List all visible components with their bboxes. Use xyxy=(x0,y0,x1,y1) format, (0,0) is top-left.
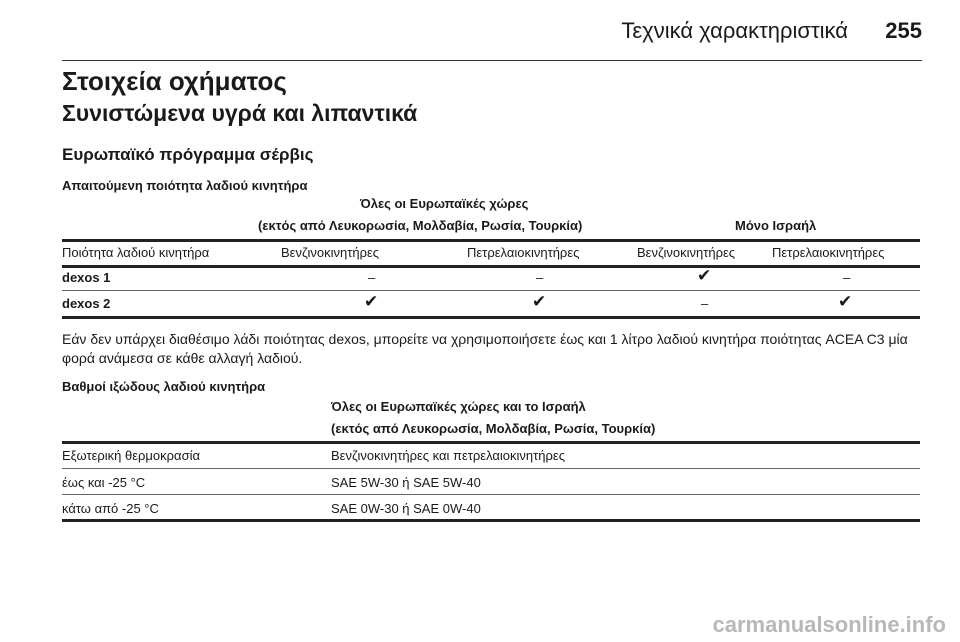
grade-cell: SAE 5W-30 ή SAE 5W-40 xyxy=(331,475,481,490)
table-rule xyxy=(62,239,920,242)
table-rule xyxy=(62,519,920,522)
table-rule xyxy=(62,265,920,268)
dash-mark: – xyxy=(701,296,709,311)
row-label: dexos 2 xyxy=(62,296,111,311)
dexos-note: Εάν δεν υπάρχει διαθέσιμο λάδι ποιότητας dexos, μπορείτε να χρησιμοποιήσετε έως και 1 λίτρο λαδιού κινητήρα ποιότητας ACEA C3 μία φορά ανάμεσα σε κάθε αλλαγή λαδιού. xyxy=(62,331,908,366)
row-label: dexos 1 xyxy=(62,270,111,285)
watermark: carmanualsonline.info xyxy=(712,612,946,637)
table-rule xyxy=(62,441,920,444)
column-header: Πετρελαιοκινητήρες xyxy=(467,245,580,260)
page-header xyxy=(62,14,922,50)
group-all-countries-exceptions: (εκτός από Λευκορωσία, Μολδαβία, Ρωσία, Τουρκία) xyxy=(258,218,583,233)
oil-quality-heading: Απαιτούμενη ποιότητα λαδιού κινητήρα xyxy=(62,178,308,193)
dash-mark: – xyxy=(843,270,851,285)
column-header: Ποιότητα λαδιού κινητήρα xyxy=(62,245,210,260)
column-header: Πετρελαιοκινητήρες xyxy=(772,245,885,260)
table-rule xyxy=(62,494,920,495)
program-title: Ευρωπαϊκό πρόγραμμα σέρβις xyxy=(62,145,314,164)
dash-mark: – xyxy=(368,270,376,285)
header-divider xyxy=(62,60,922,61)
temperature-cell: κάτω από -25 °C xyxy=(62,501,159,516)
group-all-countries-israel: Όλες οι Ευρωπαϊκές χώρες και το Ισραήλ xyxy=(331,399,586,414)
header-title: Τεχνικά χαρακτηριστικά xyxy=(621,18,848,43)
group-exceptions: (εκτός από Λευκορωσία, Μολδαβία, Ρωσία, Τουρκία) xyxy=(331,421,656,436)
table-rule xyxy=(62,290,920,291)
check-icon: ✔ xyxy=(697,266,712,285)
column-header: Βενζινοκινητήρες και πετρελαιοκινητήρες xyxy=(331,448,565,463)
page-number: 255 xyxy=(885,18,922,43)
subsection-title: Συνιστώμενα υγρά και λιπαντικά xyxy=(62,100,418,126)
table-rule xyxy=(62,316,920,319)
column-header: Εξωτερική θερμοκρασία xyxy=(62,448,200,463)
column-header: Βενζινοκινητήρες xyxy=(637,245,736,260)
check-icon: ✔ xyxy=(364,292,379,311)
table-rule xyxy=(62,468,920,469)
group-israel-only: Μόνο Ισραήλ xyxy=(735,218,817,233)
viscosity-heading: Βαθμοί ιξώδους λαδιού κινητήρα xyxy=(62,379,266,394)
dash-mark: – xyxy=(536,270,544,285)
check-icon: ✔ xyxy=(532,292,547,311)
temperature-cell: έως και -25 °C xyxy=(62,475,146,490)
group-all-countries: Όλες οι Ευρωπαϊκές χώρες xyxy=(360,196,529,211)
grade-cell: SAE 0W-30 ή SAE 0W-40 xyxy=(331,501,481,516)
check-icon: ✔ xyxy=(838,292,853,311)
column-header: Βενζινοκινητήρες xyxy=(281,245,380,260)
section-title: Στοιχεία οχήματος xyxy=(62,66,287,96)
